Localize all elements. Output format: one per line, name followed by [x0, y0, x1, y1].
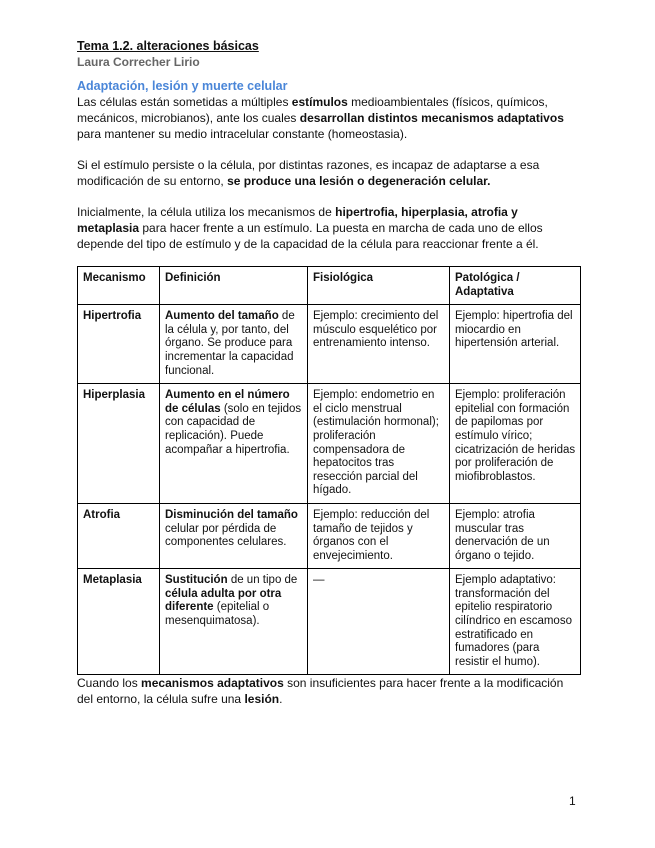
mechanisms-table — [77, 266, 581, 675]
pathological-example: Ejemplo adaptativo: transformación del epitelio respiratorio cilíndrico en escamoso estratificado en fumadores (para resistir el humo). — [450, 569, 581, 675]
mechanism-definition — [160, 384, 308, 504]
mechanism-definition — [160, 503, 308, 568]
pathological-example: Ejemplo: hipertrofia del miocardio en hipertensión arterial. — [450, 305, 581, 384]
mechanism-name: Atrofia — [78, 503, 160, 568]
p1-text-c: medioambientales (físicos, químicos, mecánicos, microbianos), ante los cuales — [77, 95, 548, 125]
table-row — [78, 569, 581, 675]
p4-text-a: Cuando los — [77, 676, 142, 691]
mechanism-name: Hiperplasia — [78, 384, 160, 504]
physiological-example: Ejemplo: reducción del tamaño de tejidos y órganos con el envejecimiento. — [308, 503, 450, 568]
definition-bold: Sustitución — [165, 574, 228, 587]
definition-bold-2: célula adulta por otra diferente — [165, 587, 282, 614]
definition-text: de la célula y, por tanto, del órgano. Se produce para incrementar la capacidad funcional. — [165, 310, 295, 377]
definition-text: celular por pérdida de componentes celulares. — [165, 522, 287, 549]
document-title: Tema 1.2. alteraciones básicas — [77, 39, 259, 53]
p3-bold-b: hipertrofia, hiperplasia, atrofia y metaplasia — [77, 205, 518, 235]
p4-text-e: . — [279, 692, 283, 707]
header-fisiologica: Fisiológica — [308, 267, 450, 305]
paragraph-stimuli — [77, 94, 580, 142]
table-row — [78, 305, 581, 384]
page-number: 1 — [569, 794, 576, 808]
physiological-example: — — [308, 569, 450, 675]
definition-bold: Disminución del tamaño — [165, 508, 298, 521]
physiological-example: Ejemplo: crecimiento del músculo esquelético por entrenamiento intenso. — [308, 305, 450, 384]
p4-bold-d: lesión — [244, 692, 280, 707]
paragraph-mechanisms — [77, 204, 580, 252]
definition-bold: Aumento en el número de células — [165, 389, 290, 415]
table-row — [78, 503, 581, 568]
definition-text-mid: de un tipo de — [227, 574, 298, 587]
p3-text-c: para hacer frente a un estímulo. La puesta en marcha de cada uno de ellos depende del tipo de estímulo y de la capacidad de la célula para reaccionar frente a él. — [77, 221, 543, 251]
p2-text-a: Si el estímulo persiste o la célula, por distintas razones, es incapaz de adaptarse a esa modificación de su entorno, — [77, 158, 540, 188]
header-mecanismo: Mecanismo — [78, 267, 160, 305]
mechanism-name: Hipertrofia — [78, 305, 160, 384]
header-definicion: Definición — [160, 267, 308, 305]
table-header-row — [78, 267, 581, 305]
header-patologica: Patológica / Adaptativa — [450, 267, 581, 305]
paragraph-conclusion — [77, 675, 580, 707]
p4-text-c: son insuficientes para hacer frente a la modificación del entorno, la célula sufre una — [77, 676, 564, 707]
document-author: Laura Correcher Lirio — [77, 55, 200, 69]
table-row — [78, 384, 581, 504]
section-heading: Adaptación, lesión y muerte celular — [77, 79, 288, 93]
definition-text: (solo en tejidos con capacidad de replicación). Puede acompañar a hipertrofia. — [165, 402, 302, 456]
definition-text: (epitelial o mesenquimatosa). — [165, 601, 270, 628]
mechanism-definition — [160, 569, 308, 675]
pathological-example: Ejemplo: atrofia muscular tras denervación de un órgano o tejido. — [450, 503, 581, 568]
p4-bold-b: mecanismos adaptativos — [141, 676, 284, 691]
p2-bold-b: se produce una lesión o degeneración celular. — [227, 174, 491, 188]
p3-text-a: Inicialmente, la célula utiliza los mecanismos de — [77, 205, 336, 219]
paragraph-lesion — [77, 157, 580, 189]
p1-text-e: para mantener su medio intracelular constante (homeostasia). — [77, 127, 408, 141]
mechanism-definition — [160, 305, 308, 384]
physiological-example: Ejemplo: endometrio en el ciclo menstrual (estimulación hormonal); proliferación compensadora de hepatocitos tras resección parcial del hígado. — [308, 384, 450, 504]
definition-bold: Aumento del tamaño — [165, 310, 279, 323]
p1-bold-d: desarrollan distintos mecanismos adaptativos — [299, 111, 564, 125]
mechanism-name: Metaplasia — [78, 569, 160, 675]
p1-bold-b: estímulos — [291, 95, 348, 109]
p1-text-a: Las células están sometidas a múltiples — [77, 95, 292, 109]
document-page — [77, 38, 580, 707]
pathological-example: Ejemplo: proliferación epitelial con formación de papilomas por estímulo vírico; cicatrización de heridas por proliferación de miofibroblastos. — [450, 384, 581, 504]
